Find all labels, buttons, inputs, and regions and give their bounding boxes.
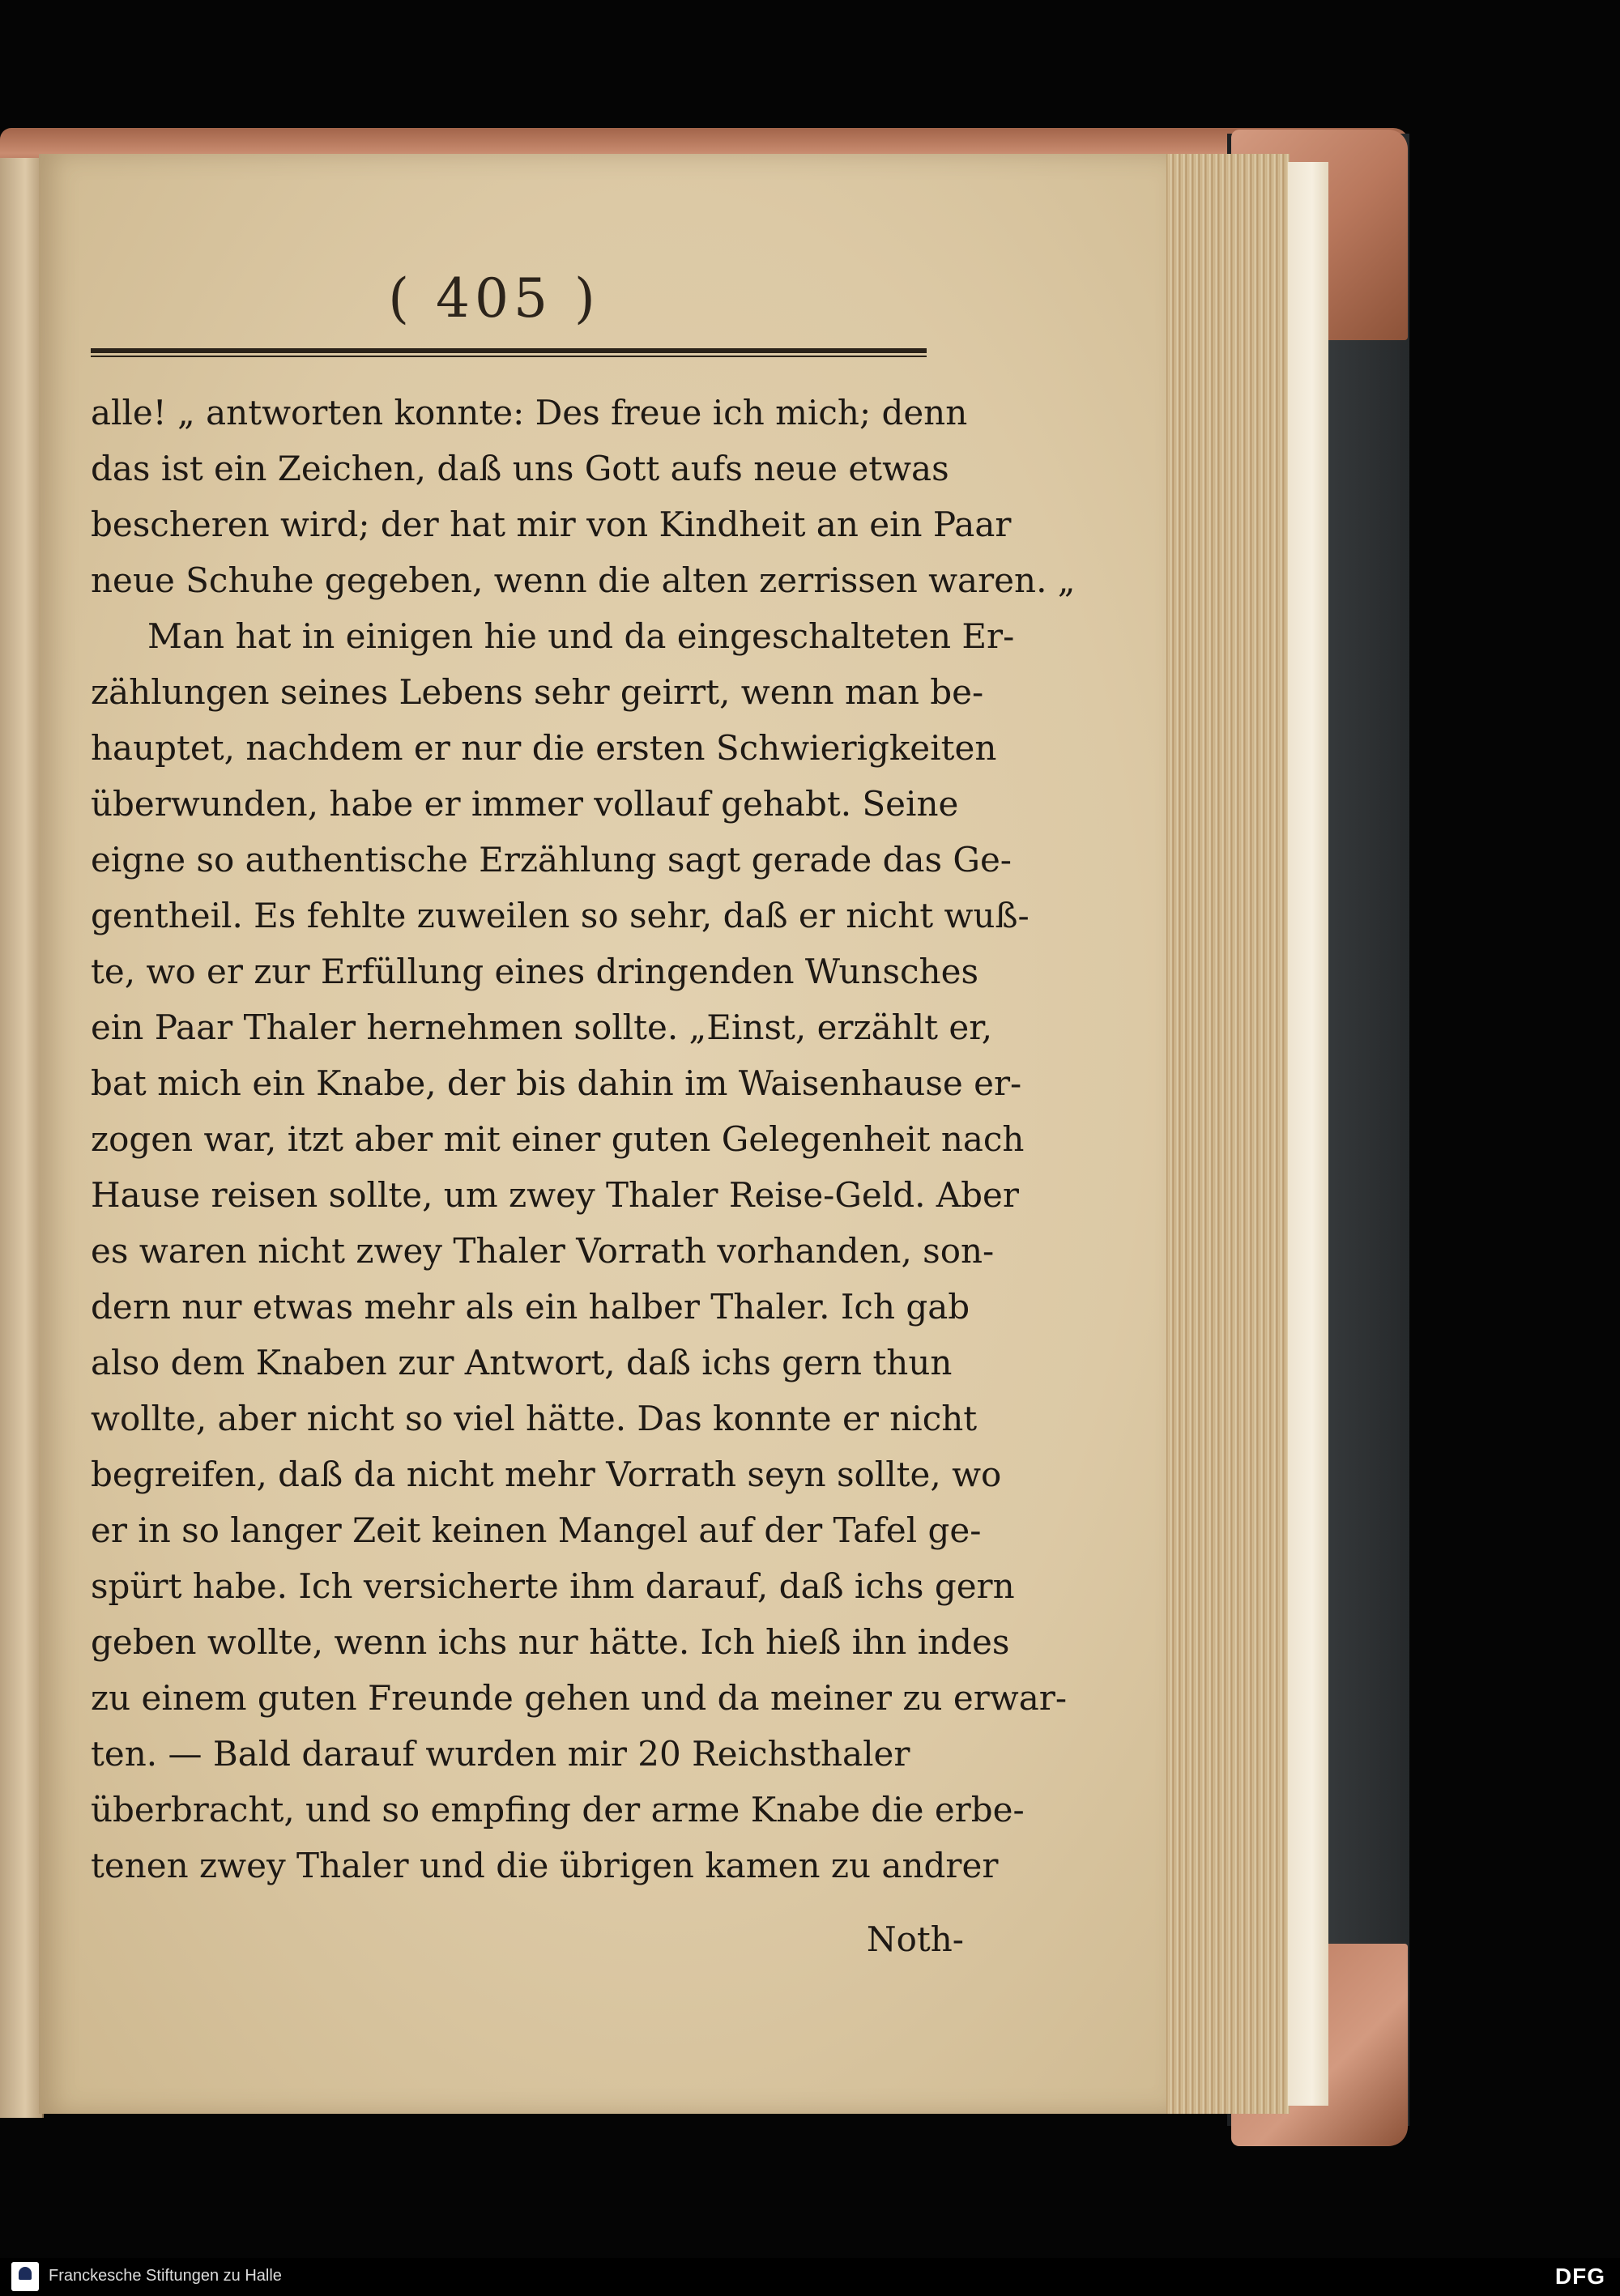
text-line: bescheren wird; der hat mir von Kindheit an ein Paar [91, 505, 1012, 544]
page-text [91, 385, 1076, 1893]
text-line: überbracht, und so empfing der arme Knabe die erbe- [91, 1790, 1025, 1830]
viewer-footer [0, 2258, 1620, 2296]
text-line: geben wollte, wenn ichs nur hätte. Ich hieß ihn indes [91, 1622, 1010, 1662]
text-line: dern nur etwas mehr als ein halber Thaler. Ich gab [91, 1287, 970, 1327]
text-line: zogen war, itzt aber mit einer guten Gelegenheit nach [91, 1119, 1025, 1159]
text-line: ein Paar Thaler hernehmen sollte. „Einst, erzählt er, [91, 1007, 993, 1047]
text-line: ten. — Bald darauf wurden mir 20 Reichsthaler [91, 1734, 910, 1774]
text-line: Man hat in einigen hie und da eingeschalteten Er- [147, 616, 1015, 656]
text-line: also dem Knaben zur Antwort, daß ichs gern thun [91, 1343, 953, 1382]
text-line: spürt habe. Ich versicherte ihm darauf, daß ichs gern [91, 1566, 1015, 1606]
header-rule [91, 348, 927, 357]
text-line: es waren nicht zwey Thaler Vorrath vorhanden, son- [91, 1231, 995, 1271]
text-line: tenen zwey Thaler und die übrigen kamen zu andrer [91, 1846, 999, 1885]
institution-logo-icon [11, 2262, 39, 2291]
text-line: alle! „ antworten konnte: Des freue ich mich; denn [91, 393, 968, 432]
text-line: neue Schuhe gegeben, wenn die alten zerrissen waren. „ [91, 560, 1076, 600]
text-line: hauptet, nachdem er nur die ersten Schwierigkeiten [91, 728, 997, 768]
text-line: überwunden, habe er immer vollauf gehabt. Seine [91, 784, 959, 824]
text-line: zu einem guten Freunde gehen und da meiner zu erwar- [91, 1678, 1068, 1718]
text-line: zählungen seines Lebens sehr geirrt, wenn man be- [91, 672, 984, 712]
institution-name: Franckesche Stiftungen zu Halle [49, 2267, 282, 2285]
text-line: begreifen, daß da nicht mehr Vorrath seyn sollte, wo [91, 1455, 1002, 1494]
text-line: wollte, aber nicht so viel hätte. Das konnte er nicht [91, 1399, 978, 1438]
text-line: gentheil. Es fehlte zuweilen so sehr, daß er nicht wuß- [91, 896, 1030, 935]
page-number: ( 405 ) [388, 267, 600, 330]
text-line: Hause reisen sollte, um zwey Thaler Reise-Geld. Aber [91, 1175, 1019, 1215]
text-line: er in so langer Zeit keinen Mangel auf der Tafel ge- [91, 1510, 982, 1550]
text-line: eigne so authentische Erzählung sagt gerade das Ge- [91, 840, 1012, 880]
text-line: te, wo er zur Erfüllung eines dringenden Wunsches [91, 952, 979, 991]
flyleaf [1288, 162, 1328, 2106]
text-line: bat mich ein Knabe, der bis dahin im Waisenhause er- [91, 1063, 1022, 1103]
facing-page-edge [0, 158, 44, 2118]
page-block-edge [1154, 154, 1290, 2114]
text-line: das ist ein Zeichen, daß uns Gott aufs neue etwas [91, 449, 949, 488]
dfg-logo: DFG [1554, 2264, 1605, 2289]
catchword: Noth- [866, 1919, 964, 1959]
